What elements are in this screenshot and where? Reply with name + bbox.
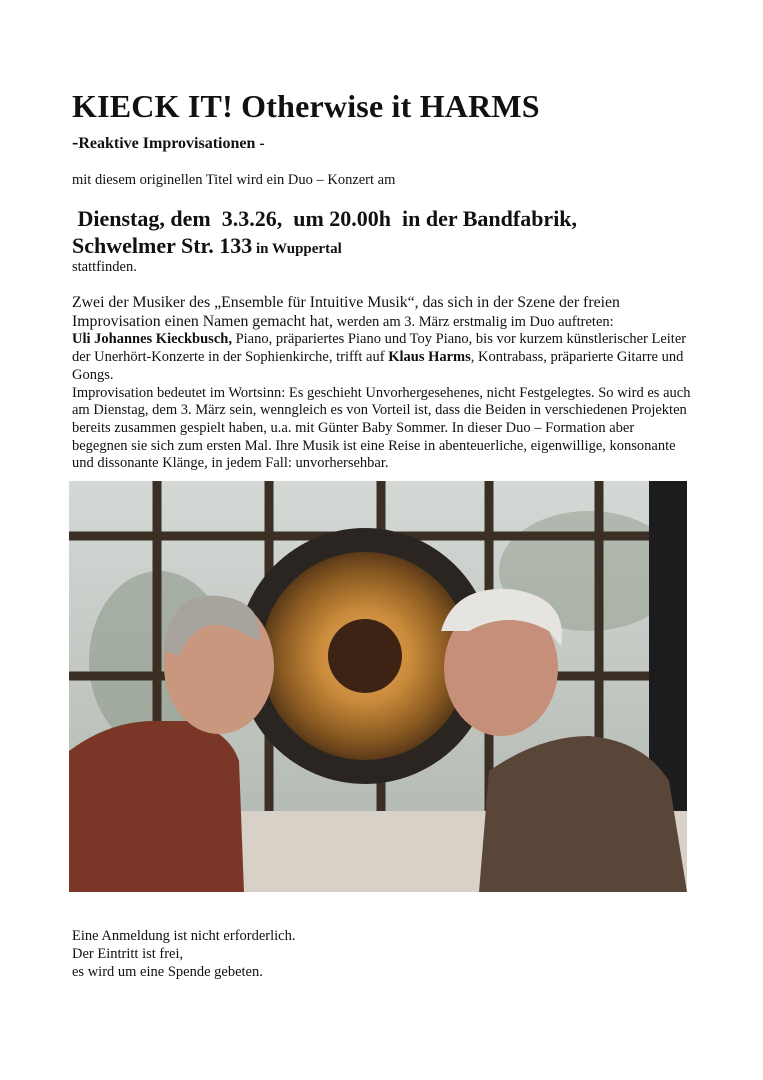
musician2-desc: , Kontrabass, präparierte Gitarre und Gongs. (72, 349, 684, 383)
subtitle (72, 132, 265, 154)
event-after-text: stattfinden. (72, 259, 137, 275)
body-text (72, 294, 692, 473)
subtitle-dash: - (72, 132, 79, 153)
body-paragraph-2: Improvisation bedeutet im Wortsinn: Es geschieht Unvorhergesehenes, nicht Festgelegtes. So wird es auch am Dienstag, dem 3. März sein, wenngleich es von Vorteil ist, dass die Beiden in verschiedenen Projekten bereits zusammen gespielt haben, u.a. mit Günter Baby Sommer. In dieser Duo – Formation aber begegnen sie sich zum ersten Mal. Ihre Musik ist eine Reise in abenteuerliche, eigenwillige, konsonante und dissonante Klänge, in jedem Fall: unvorhersehbar. (72, 384, 691, 472)
musician2-name: Klaus Harms (388, 349, 471, 366)
page-title: KIECK IT! Otherwise it HARMS (72, 88, 540, 124)
event-city: in Wuppertal (252, 241, 342, 257)
body-p1-rest: werden am 3. März erstmalig im Duo auftreten: (333, 313, 614, 330)
event-address: Schwelmer Str. 133 (72, 233, 253, 258)
subtitle-text: Reaktive Improvisationen - (78, 135, 265, 152)
footer-line-1: Eine Anmeldung ist nicht erforderlich. (72, 928, 296, 944)
photo-musicians-with-gong (69, 481, 687, 892)
musician1-name: Uli Johannes Kieckbusch, (72, 331, 232, 348)
footer-line-3: es wird um eine Spende gebeten. (72, 963, 263, 980)
body-lead: Zwei der Musiker des „Ensemble für Intuitive Musik“, das sich in der Szene der freien Improvisation einen Namen gemacht hat, (72, 294, 620, 330)
musician1-desc: Piano, präpariertes Piano und Toy Piano, bis vor kurzem künstlerischer Leiter der Unerhört-Konzerte in der Sophienkirche, trifft auf (72, 331, 687, 366)
event-date-line: Dienstag, dem 3.3.26, um 20.00h in der Bandfabrik, (72, 206, 578, 231)
footer-note (72, 928, 295, 981)
footer-line-2: Der Eintritt ist frei, (72, 945, 184, 962)
intro-text: mit diesem originellen Titel wird ein Duo – Konzert am (72, 172, 396, 188)
